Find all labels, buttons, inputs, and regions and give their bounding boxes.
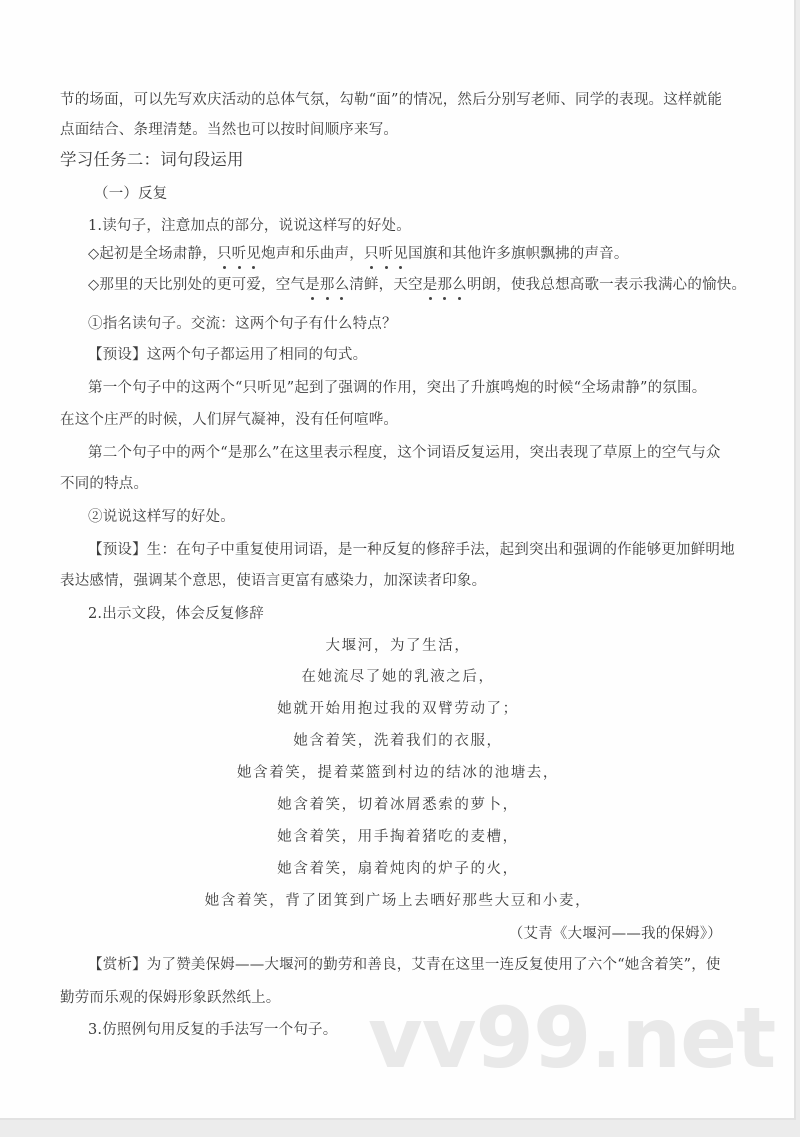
item2-title: 2.出示文段，体会反复修辞 [88,606,264,622]
answer-2-line-1: 【预设】生：在句子中重复使用词语，是一种反复的修辞手法，起到突出和强调的作能够更加鲜明地 [88,542,735,558]
answer-2-line-2: 表达感情，强调某个意思，使语言更富有感染力，加深读者印象。 [60,573,487,589]
sentence1-dotted-word-1: 只听见 [216,246,262,262]
poem-line-2: 在她流尽了她的乳液之后， [301,669,495,685]
poem-line-9: 她含着笑，背了团箕到广场上去晒好那些大豆和小麦， [204,893,592,909]
poem-line-3: 她就开始用抱过我的双臂劳动了； [277,701,519,717]
paragraph-2-line-1: 第二个句子中的两个“是那么”在这里表示程度，这个词语反复运用，突出表现了草原上的空气与众 [88,445,721,461]
appreciation-line-2: 勤劳而乐观的保姆形象跃然纸上。 [60,990,281,1006]
intro-line-2: 点面结合、条理清楚。当然也可以按时间顺序来写。 [60,122,399,138]
answer-1: 【预设】这两个句子都运用了相同的句式。 [88,347,368,363]
poem-line-5: 她含着笑，提着菜篮到村边的结冰的池塘去， [237,765,559,781]
sentence1-prefix: ◇起初是全场肃静， [88,246,217,262]
poem-line-6: 她含着笑，切着冰屑悉索的萝卜， [277,797,519,813]
poem-citation: （艾青《大堰河——我的保姆》） [508,926,722,942]
paragraph-2-line-2: 不同的特点。 [60,476,149,492]
sentence2-dotted-word-1: 是那么 [305,277,350,293]
question-2: ②说说这样写的好处。 [88,509,235,525]
sentence1-mid: 炮声和乐曲声， [261,246,364,262]
example-sentence-2 [88,275,746,295]
paragraph-1-line-1: 第一个句子中的这两个“只听见”起到了强调的作用，突出了升旗鸣炮的时候“全场肃静”的氛围。 [88,380,707,396]
question-1: ①指名读句子。交流：这两个句子有什么特点？ [88,316,397,332]
poem-line-4: 她含着笑，洗着我们的衣服， [293,733,503,749]
sentence2-prefix: ◇那里的天比别处的更可爱，空气 [88,277,306,293]
sentence1-suffix: 国旗和其他许多旗帜飘拂的声音。 [408,246,629,262]
task-heading: 学习任务二：词句段运用 [60,150,244,169]
section-title: （一）反复 [94,186,168,202]
sentence2-suffix: 明朗，使我总想高歌一表示我满心的愉快。 [466,277,747,293]
sentence2-mid: 清鲜，天空 [349,277,423,293]
item3-title: 3.仿照例句用反复的手法写一个句子。 [88,1022,338,1038]
watermark: vv99.net [368,989,776,1087]
intro-line-1: 节的场面，可以先写欢庆活动的总体气氛，勾勒“面”的情况，然后分别写老师、同学的表现。这样就能 [60,92,723,108]
sentence2-dotted-word-2: 是那么 [422,277,467,293]
sentence1-dotted-word-2: 只听见 [363,246,409,262]
poem-line-1: 大堰河，为了生活， [325,638,471,654]
poem-line-8: 她含着笑，扇着炖肉的炉子的火， [277,861,519,877]
item1-title: 1.读句子，注意加点的部分，说说这样写的好处。 [88,218,411,234]
poem-line-7: 她含着笑，用手掏着猪吃的麦槽， [277,829,519,845]
example-sentence-1 [88,244,629,264]
appreciation-line-1: 【赏析】为了赞美保姆——大堰河的勤劳和善良，艾青在这里一连反复使用了六个“她含着笑”，使 [88,957,721,973]
paragraph-1-line-2: 在这个庄严的时候，人们屏气凝神，没有任何喧哗。 [60,412,399,428]
